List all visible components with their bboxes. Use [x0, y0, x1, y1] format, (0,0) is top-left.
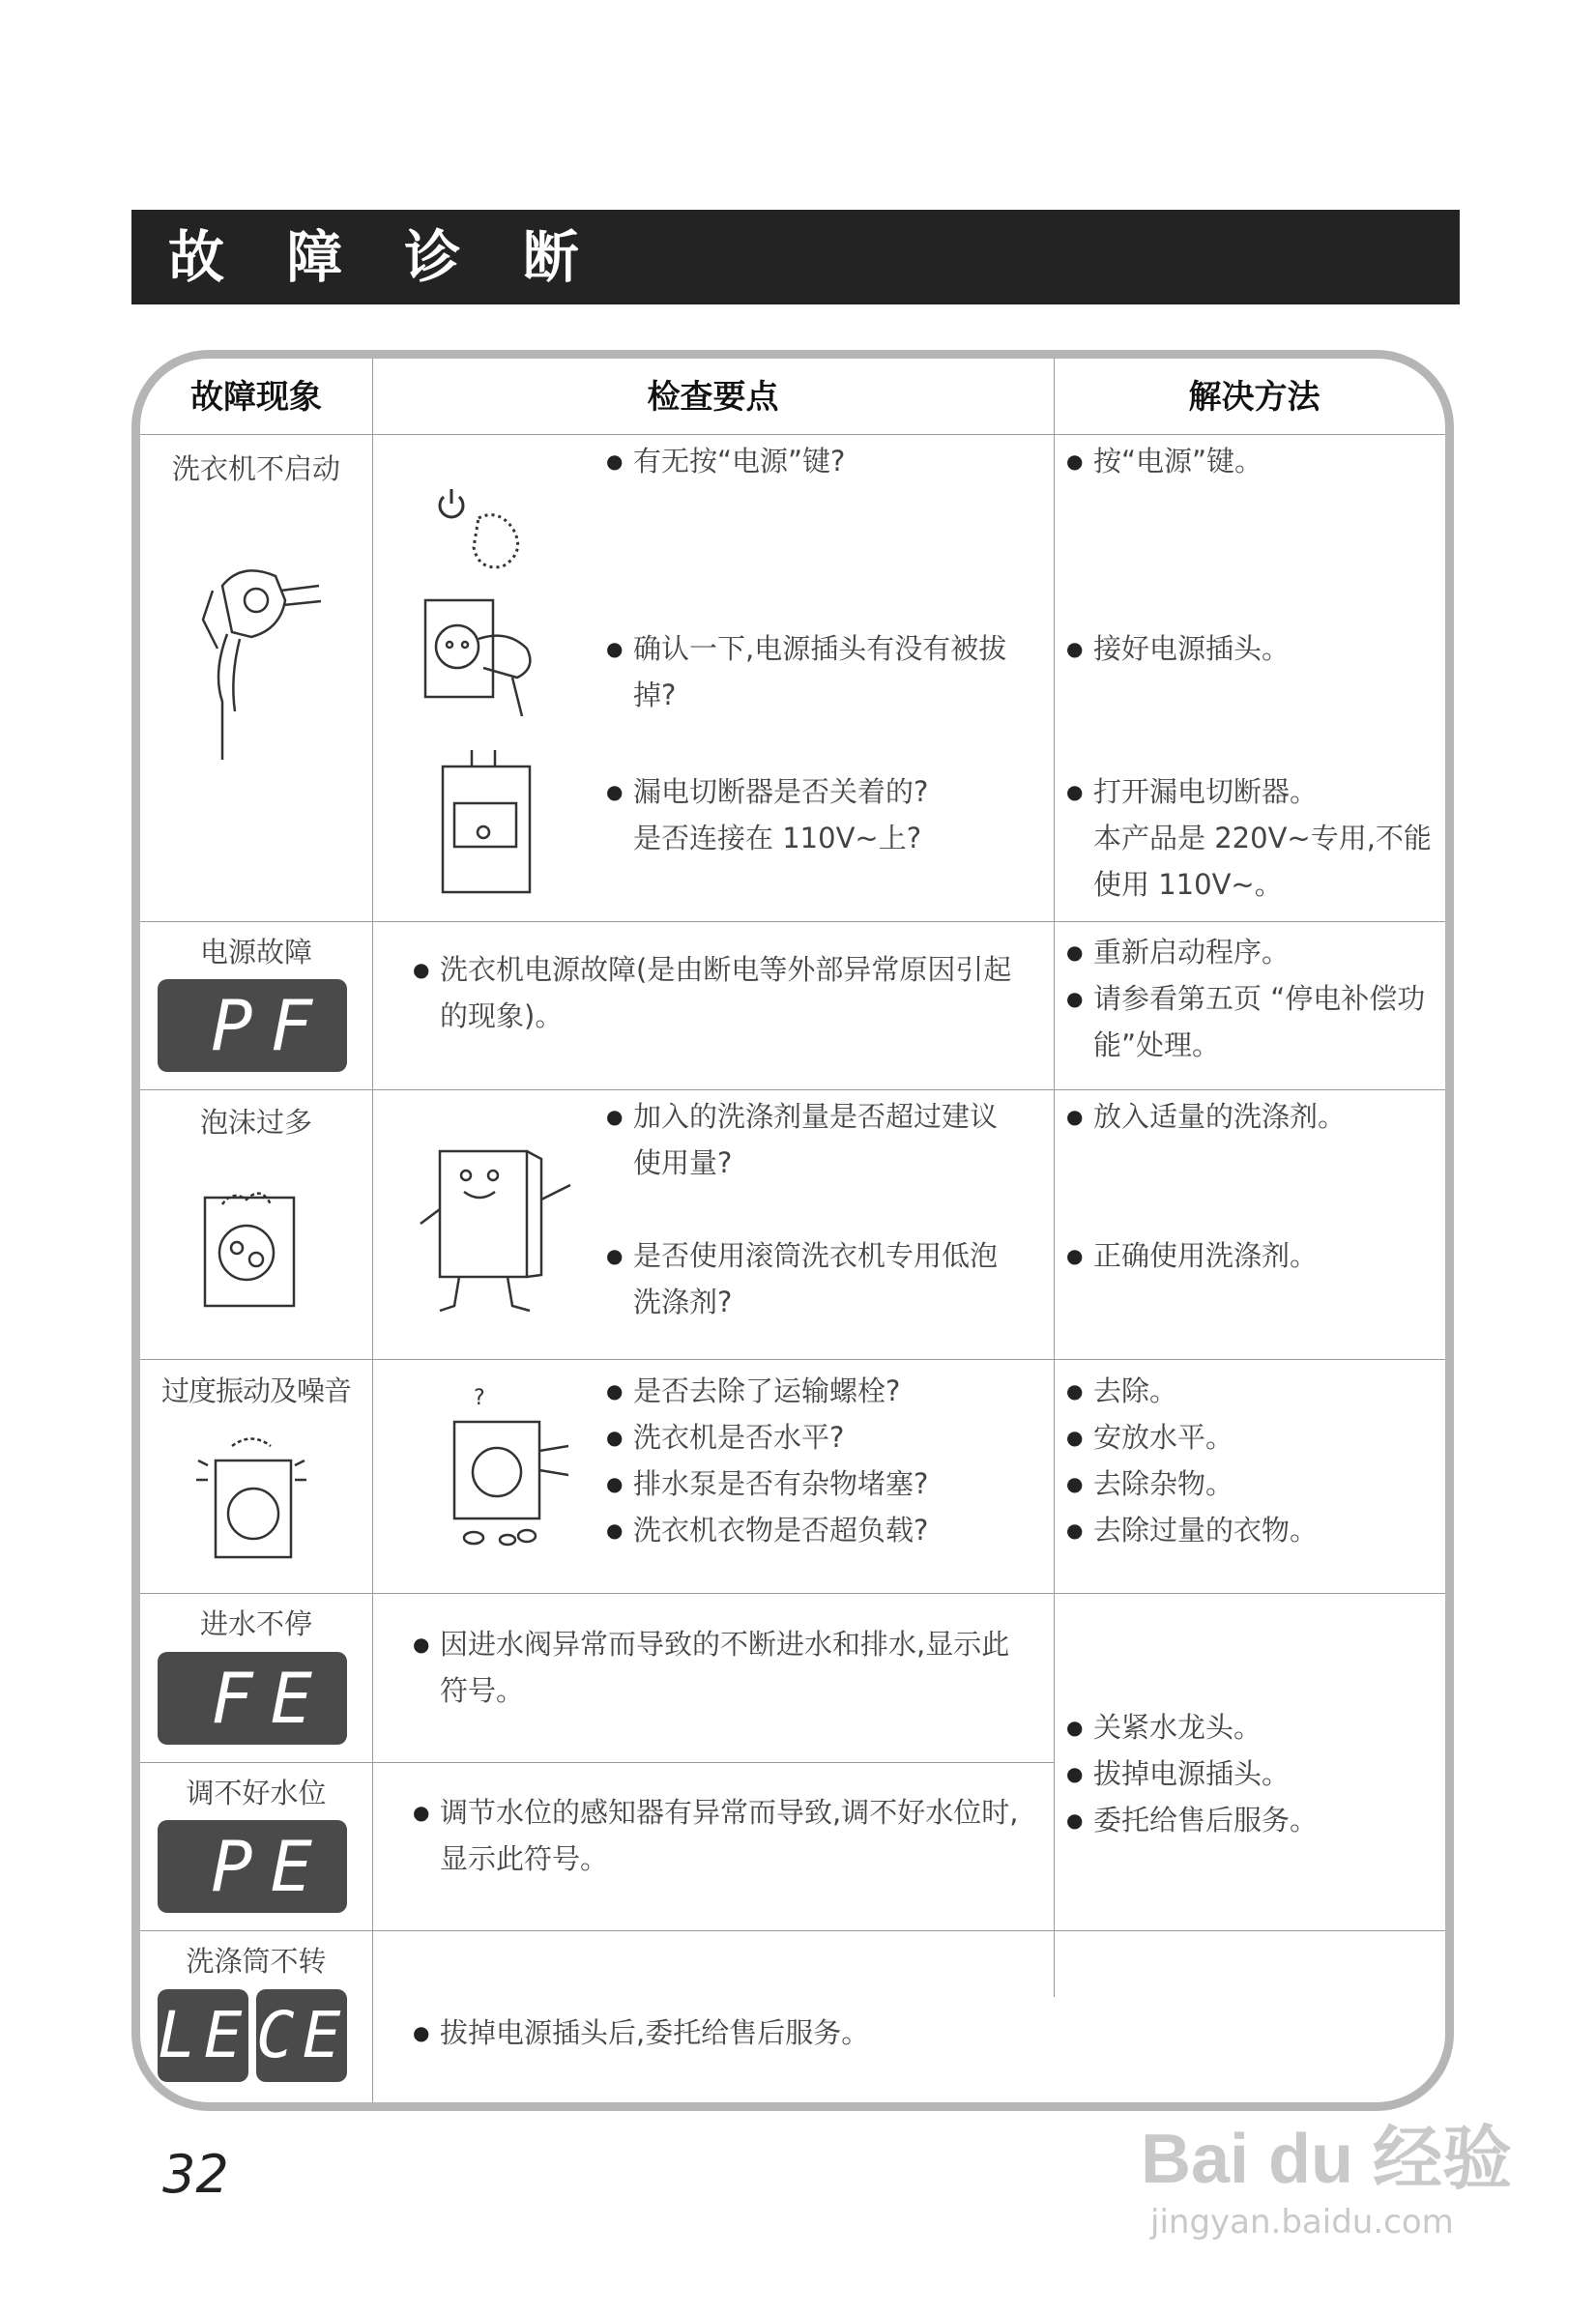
solution-correct-detergent: ● 正确使用洗涤剂。: [1066, 1232, 1443, 1279]
solution-proper-amount: ● 放入适量的洗涤剂。: [1066, 1093, 1443, 1140]
check-shipping-bolts: ● 是否去除了运输螺栓?: [606, 1368, 1022, 1414]
baidu-watermark: [1141, 2102, 1512, 2242]
power-plug-icon: [184, 557, 329, 769]
solution-unplug: ● 拔掉电源插头。: [1066, 1750, 1443, 1797]
symptom-drum-not-turn: 洗涤筒不转: [186, 1945, 327, 1978]
symptom-vibration-noise: 过度振动及噪音: [160, 1374, 351, 1407]
solution-remove: ● 去除。: [1066, 1368, 1443, 1414]
watermark-url: jingyan.baidu.com: [1150, 2203, 1454, 2242]
solution-open-breaker: ● 打开漏电切断器。 本产品是 220V~专用,不能使用 110V~。: [1066, 768, 1443, 908]
check-power-key: ● 有无按“电源”键?: [606, 438, 1022, 484]
detergent-box-icon: [416, 1132, 585, 1325]
check-overload: ● 洗衣机衣物是否超负载?: [606, 1507, 1022, 1553]
lcd-code-pf: PF: [158, 979, 347, 1072]
power-button-icon: [401, 450, 541, 586]
symptom-power-failure: 电源故障: [199, 936, 312, 969]
check-detergent-amount: ● 加入的洗涤剂量是否超过建议使用量?: [606, 1093, 1022, 1186]
solution-press-power: ● 按“电源”键。: [1066, 438, 1443, 484]
vibrating-washer-icon: [179, 1432, 324, 1567]
check-power-failure: ● 洗衣机电源故障(是由断电等外部异常原因引起的现象)。: [413, 946, 1022, 1039]
lcd-code-le: LE: [158, 1989, 248, 2082]
check-plug: ● 确认一下,电源插头有没有被拔掉?: [606, 625, 1022, 718]
header-solution: 解决方法: [1188, 378, 1320, 417]
solution-remove-debris: ● 去除杂物。: [1066, 1461, 1443, 1507]
symptom-too-much-foam: 泡沫过多: [199, 1106, 312, 1139]
troubleshooting-table: [131, 350, 1454, 2111]
check-unplug-service: ● 拔掉电源插头后,委托给售后服务。: [413, 2010, 1418, 2056]
solution-see-page-five: ● 请参看第五页 “停电补偿功能”处理。: [1066, 975, 1443, 1068]
symptom-water-level: 调不好水位: [186, 1777, 327, 1809]
svg-text:?: ?: [474, 1386, 485, 1410]
lcd-code-pe: PE: [158, 1820, 347, 1913]
solution-restart: ● 重新启动程序。: [1066, 929, 1443, 975]
lcd-code-ce: CE: [256, 1989, 347, 2082]
check-pump-clog: ● 排水泵是否有杂物堵塞?: [606, 1461, 1022, 1507]
breaker-box-icon: [425, 745, 541, 900]
symptom-not-start: 洗衣机不启动: [171, 452, 340, 485]
header-symptom: 故障现象: [190, 378, 322, 417]
check-level: ● 洗衣机是否水平?: [606, 1414, 1022, 1461]
solution-service: ● 委托给售后服务。: [1066, 1797, 1443, 1843]
foam-machine-icon: [193, 1180, 309, 1316]
check-low-foam-detergent: ● 是否使用滚筒洗衣机专用低泡洗涤剂?: [606, 1232, 1022, 1325]
solution-close-faucet: ● 关紧水龙头。: [1066, 1704, 1443, 1750]
check-level-sensor: ● 调节水位的感知器有异常而导致,调不好水位时,显示此符号。: [413, 1789, 1022, 1882]
check-inlet-valve: ● 因进水阀异常而导致的不断进水和排水,显示此符号。: [413, 1621, 1022, 1714]
wall-socket-icon: [421, 591, 566, 716]
page-number: 32: [162, 2144, 229, 2205]
header-check: 检查要点: [647, 378, 779, 417]
symptom-water-not-stop: 进水不停: [199, 1607, 312, 1640]
check-breaker: ● 漏电切断器是否关着的? 是否连接在 110V~上?: [606, 768, 1022, 861]
washer-question-icon: [425, 1383, 580, 1557]
lcd-code-fe: FE: [158, 1652, 347, 1745]
page-title: 故 障 诊 断: [131, 210, 1460, 304]
solution-level: ● 安放水平。: [1066, 1414, 1443, 1461]
solution-remove-excess: ● 去除过量的衣物。: [1066, 1507, 1443, 1553]
solution-connect-plug: ● 接好电源插头。: [1066, 625, 1443, 672]
watermark-logo: Bai du 经验: [1141, 2121, 1513, 2198]
